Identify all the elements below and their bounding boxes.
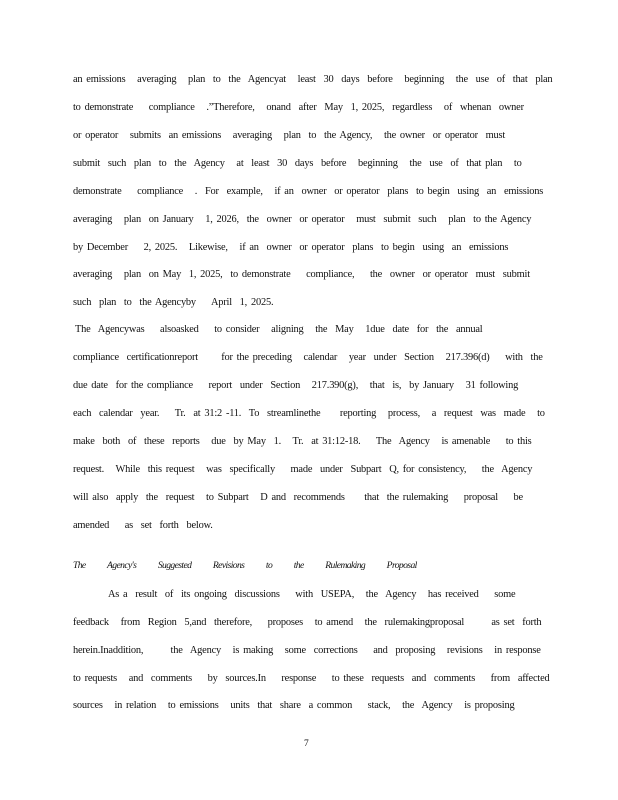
paragraph-3-line-5: sources in relation to emissions units that share a common stack, the Agency is proposing [73, 700, 515, 711]
section-heading: The Agency's Suggested Revisions to the Rulemaking Proposal [73, 560, 417, 571]
paragraph-1-line-2: to demonstrate compliance .”Therefore, onand after May 1, 2025, regardless of whenan owner [73, 102, 524, 113]
paragraph-2-line-7: will also apply the request to Subpart D and recommends that the rulemaking proposal be [73, 492, 523, 503]
page-number: 7 [304, 739, 309, 749]
paragraph-1-line-8: averaging plan on May 1, 2025, to demonstrate compliance, the owner or operator must submit [73, 269, 530, 280]
paragraph-3-line-4: to requests and comments by sources.In response to these requests and comments from affected [73, 673, 550, 684]
paragraph-1-line-9: such plan to the Agencyby April 1, 2025. [73, 297, 274, 308]
paragraph-2-line-3: due date for the compliance report under Section 217.390(g), that is, by January 31 following [73, 380, 519, 391]
paragraph-1-line-6: averaging plan on January 1, 2026, the owner or operator must submit such plan to the Agency [73, 214, 532, 225]
paragraph-2-line-6: request. While this request was specifically made under Subpart Q, for consistency, the Agency [73, 464, 533, 475]
paragraph-3-line-1: As a result of its ongoing discussions with USEPA, the Agency has received some [108, 589, 516, 600]
paragraph-1-line-1: an emissions averaging plan to the Agencyat least 30 days before beginning the use of that plan [73, 74, 553, 85]
paragraph-2-line-4: each calendar year. Tr. at 31:2 -11. To streamlinethe reporting process, a request was made to [73, 408, 545, 419]
paragraph-1-line-4: submit such plan to the Agency at least 30 days before beginning the use of that plan to [73, 158, 522, 169]
paragraph-2-line-2: compliance certificationreport for the preceding calendar year under Section 217.396(d) with the [73, 352, 543, 363]
paragraph-2-line-8: amended as set forth below. [73, 520, 213, 531]
paragraph-1-line-7: by December 2, 2025. Likewise, if an owner or operator plans to begin using an emissions [73, 242, 509, 253]
paragraph-2-line-1: The Agencywas alsoasked to consider aligning the May 1due date for the annual [75, 324, 483, 335]
paragraph-2-line-5: make both of these reports due by May 1. Tr. at 31:12-18. The Agency is amenable to this [73, 436, 532, 447]
paragraph-3-line-3: herein.Inaddition, the Agency is making some corrections and proposing revisions in response [73, 645, 541, 656]
paragraph-1-line-3: or operator submits an emissions averaging plan to the Agency, the owner or operator must [73, 130, 506, 141]
paragraph-3-line-2: feedback from Region 5,and therefore, proposes to amend the rulemakingproposal as set forth [73, 617, 542, 628]
paragraph-1-line-5: demonstrate compliance . For example, if an owner or operator plans to begin using an emissions [73, 186, 544, 197]
